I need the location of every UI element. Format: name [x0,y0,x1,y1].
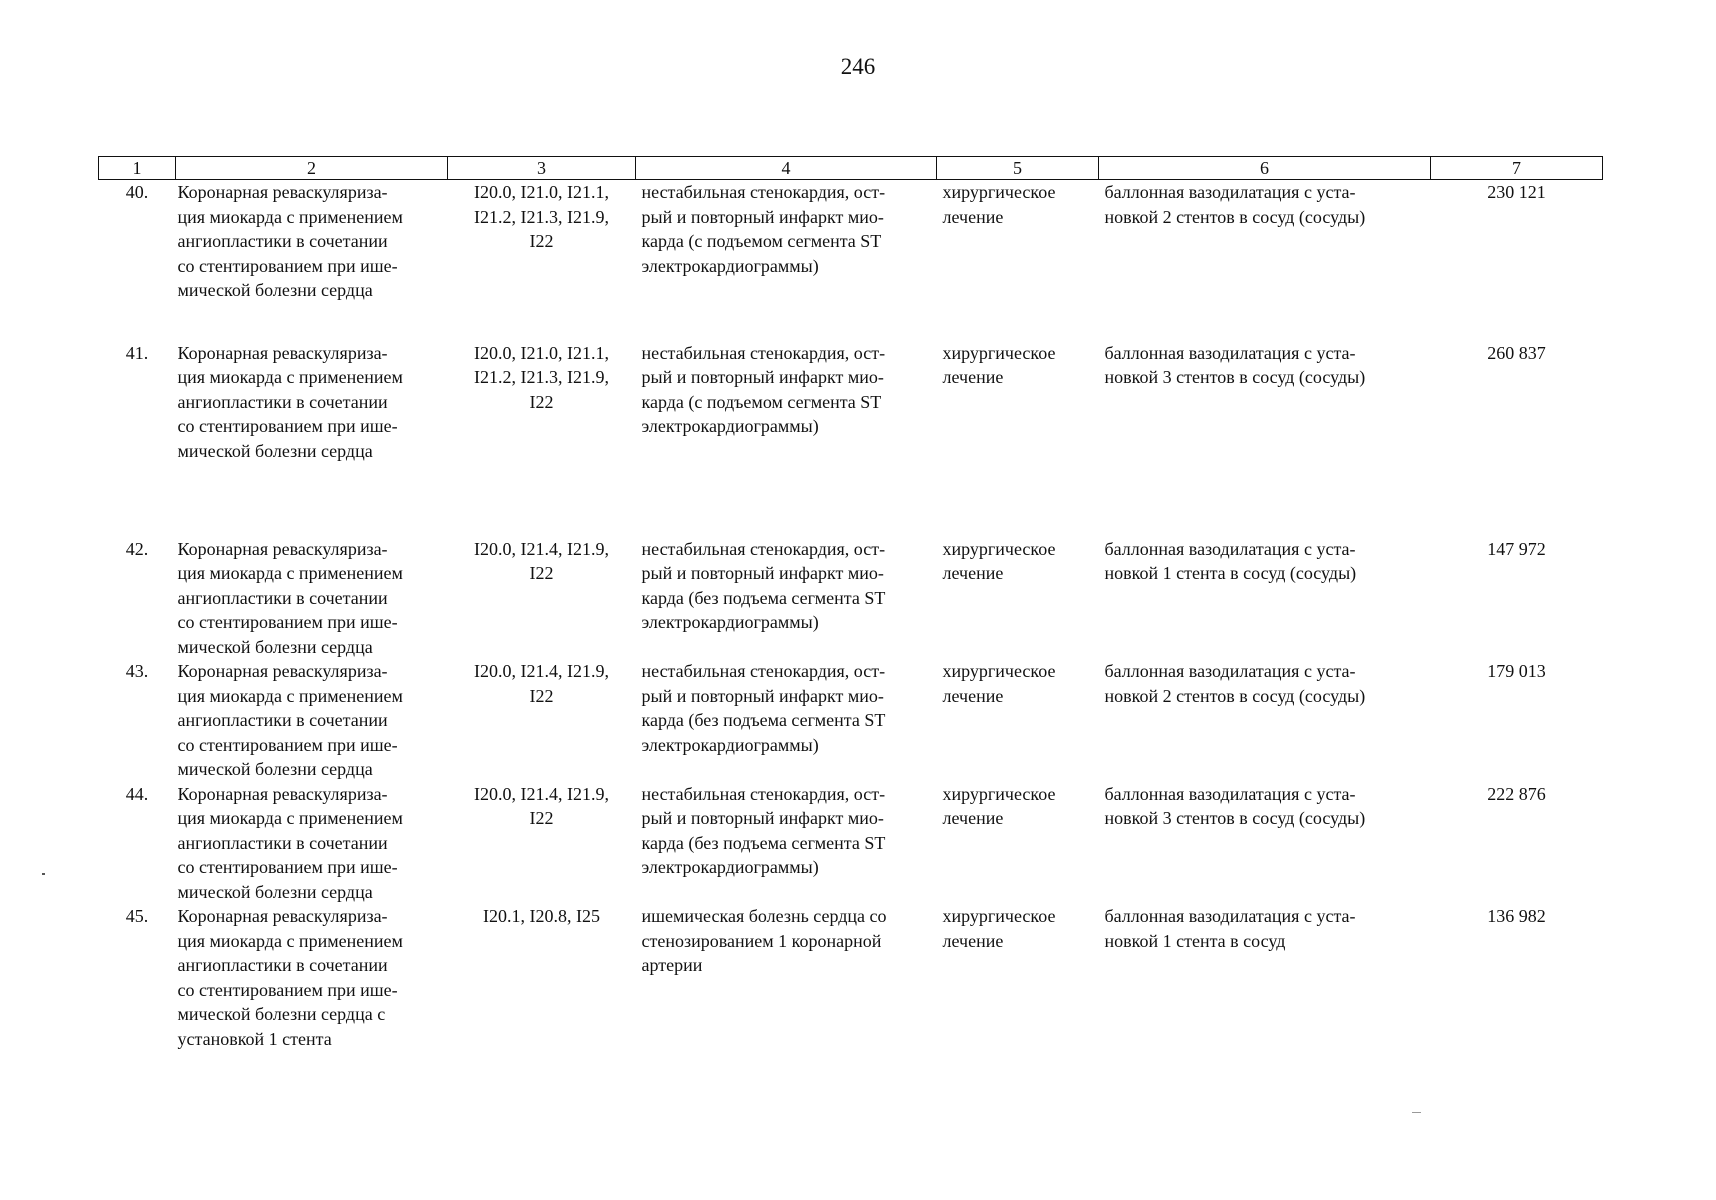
header-col-5: 5 [937,157,1099,180]
treatment-method: баллонная вазодилатация с уста- новкой 3 стентов в сосуд (сосуды) [1104,342,1366,387]
treatment-type: хирургическое лечение [942,538,1056,583]
cost-value: 179 013 [1487,661,1546,681]
treatment-method: баллонная вазодилатация с уста- новкой 1 стента в сосуд (сосуды) [1104,538,1357,583]
diagnosis: нестабильная стенокардия, ост- рый и повторный инфаркт мио- карда (без подъема сегмента ST электрокардиограммы) [641,538,886,632]
table-row [99,341,1603,537]
procedure-name: Коронарная реваскуляриза- ция миокарда с применением ангиопластики в сочетании со стентированием при ише- мической болезни сердца [177,783,403,902]
treatment-method: баллонная вазодилатация с уста- новкой 2 стентов в сосуд (сосуды) [1104,182,1366,227]
diagnosis: нестабильная стенокардия, ост- рый и повторный инфаркт мио- карда (с подъемом сегмента ST электрокардиограммы) [641,342,886,436]
row-number: 40. [125,182,149,202]
row-number: 44. [125,783,149,804]
table-row [99,180,1603,341]
procedure-name: Коронарная реваскуляриза- ция миокарда с применением ангиопластики в сочетании со стентированием при ише- мической болезни сердца с установкой 1 стента [177,906,403,1049]
header-col-1: 1 [99,157,176,180]
table-header [99,157,1603,180]
row-number: 43. [125,661,149,681]
treatment-type: хирургическое лечение [942,661,1056,706]
icd-codes: I20.0, I21.0, I21.1, I21.2, I21.3, I21.9, I22 [474,342,609,412]
treatment-type: хирургическое лечение [942,906,1056,951]
treatment-type: хирургическое лечение [942,783,1056,828]
cost-value: 222 876 [1487,783,1546,804]
procedure-name: Коронарная реваскуляриза- ция миокарда с применением ангиопластики в сочетании со стентированием при ише- мической болезни сердца [177,342,403,461]
treatment-method: баллонная вазодилатация с уста- новкой 2 стентов в сосуд (сосуды) [1104,661,1366,706]
header-row [99,157,1603,180]
icd-codes: I20.1, I20.8, I25 [483,906,600,926]
procedure-name: Коронарная реваскуляриза- ция миокарда с применением ангиопластики в сочетании со стентированием при ише- мической болезни сердца [177,661,403,779]
diagnosis: нестабильная стенокардия, ост- рый и повторный инфаркт мио- карда (без подъема сегмента ST электрокардиограммы) [641,783,886,877]
scan-artifact-dash [1412,1112,1421,1113]
table-body [99,180,1603,1055]
cost-value: 136 982 [1487,906,1546,926]
header-col-4: 4 [636,157,937,180]
procedure-name: Коронарная реваскуляриза- ция миокарда с применением ангиопластики в сочетании со стентированием при ише- мической болезни сердца [177,182,403,300]
icd-codes: I20.0, I21.4, I21.9, I22 [474,661,609,706]
header-col-2: 2 [176,157,448,180]
header-col-3: 3 [448,157,636,180]
header-col-6: 6 [1099,157,1431,180]
row-number: 42. [125,538,149,559]
treatment-type: хирургическое лечение [942,182,1056,227]
treatment-type: хирургическое лечение [942,342,1056,387]
table-row [99,904,1603,1054]
table-row [99,537,1603,660]
row-number: 45. [125,906,149,926]
row-number: 41. [125,342,149,363]
icd-codes: I20.0, I21.0, I21.1, I21.2, I21.3, I21.9, I22 [474,182,609,251]
diagnosis: ишемическая болезнь сердца со стенозированием 1 коронарной артерии [641,906,887,975]
cost-value: 230 121 [1487,182,1546,202]
procedure-name: Коронарная реваскуляриза- ция миокарда с применением ангиопластики в сочетании со стентированием при ише- мической болезни сердца [177,538,403,657]
diagnosis: нестабильная стенокардия, ост- рый и повторный инфаркт мио- карда (с подъемом сегмента ST электрокардиограммы) [641,182,886,276]
table-row [99,782,1603,905]
procedures-table [98,156,1603,1054]
icd-codes: I20.0, I21.4, I21.9, I22 [474,538,609,583]
icd-codes: I20.0, I21.4, I21.9, I22 [474,783,609,828]
header-col-7: 7 [1431,157,1603,180]
table-row [99,659,1603,782]
page-number: 246 [840,54,876,79]
scan-artifact-dot [42,873,45,875]
cost-value: 147 972 [1487,538,1546,559]
diagnosis: нестабильная стенокардия, ост- рый и повторный инфаркт мио- карда (без подъема сегмента ST электрокардиограммы) [641,661,886,755]
treatment-method: баллонная вазодилатация с уста- новкой 3 стентов в сосуд (сосуды) [1104,783,1366,828]
treatment-method: баллонная вазодилатация с уста- новкой 1 стента в сосуд [1104,906,1356,951]
cost-value: 260 837 [1487,342,1546,363]
